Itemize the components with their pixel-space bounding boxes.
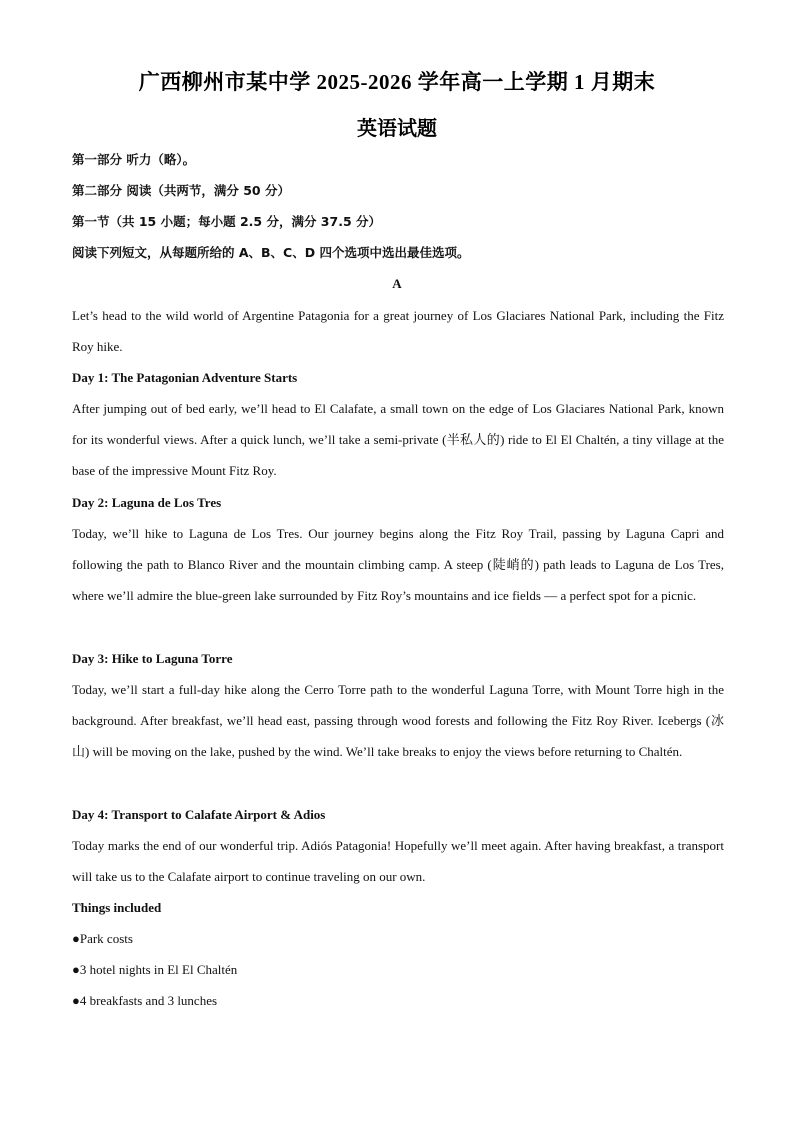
- day1-text: After jumping out of bed early, we’ll head to El Calafate, a small town on the edge of Los Glaciares National Park, known for its wonderful views. After a quick lunch, we’ll take a semi-private (半私人的) ride to El El Chaltén, a tiny village at the base of the impressive Mount Fitz Roy.: [72, 401, 724, 478]
- included-heading: Things included: [72, 900, 162, 915]
- included-item: ●4 breakfasts and 3 lunches: [72, 993, 218, 1008]
- included-item: ●3 hotel nights in El El Chaltén: [72, 962, 238, 977]
- day4-text: Today marks the end of our wonderful trip. Adiós Patagonia! Hopefully we’ll meet again. After having breakfast, a transport will take us to the Calafate airport to continue traveling on our own.: [72, 838, 724, 884]
- day2-text: Today, we’ll hike to Laguna de Los Tres. Our journey begins along the Fitz Roy Trail, passing by Laguna Capri and following the path to Blanco River and the mountain climbing camp. A steep (陡峭的) path leads to Laguna de Los Tres, where we’ll admire the blue-green lake surrounded by Fitz Roy’s mountains and ice fields — a perfect spot for a picnic.: [72, 526, 724, 603]
- instruction-section1: 第一节（共 15 小题；每小题 2.5 分，满分 37.5 分）: [72, 214, 381, 229]
- instruction-part1: 第一部分 听力（略）。: [72, 152, 196, 167]
- day4-heading: Day 4: Transport to Calafate Airport & Adios: [72, 807, 326, 822]
- passage-intro: Let’s head to the wild world of Argentine Patagonia for a great journey of Los Glaciares National Park, including the Fitz Roy hike.: [72, 308, 724, 354]
- exam-subtitle: 英语试题: [357, 118, 437, 140]
- exam-title: 广西柳州市某中学 2025-2026 学年高一上学期 1 月期末: [138, 70, 656, 94]
- instruction-part2: 第二部分 阅读（共两节，满分 50 分）: [72, 183, 290, 198]
- passage-label: A: [392, 276, 402, 291]
- day1-heading: Day 1: The Patagonian Adventure Starts: [72, 370, 298, 385]
- day2-heading: Day 2: Laguna de Los Tres: [72, 495, 222, 510]
- instruction-direction: 阅读下列短文，从每题所给的 A、B、C、D 四个选项中选出最佳选项。: [72, 245, 470, 260]
- included-item: ●Park costs: [72, 931, 133, 946]
- day3-text: Today, we’ll start a full-day hike along the Cerro Torre path to the wonderful Laguna Torre, with Mount Torre high in the background. After breakfast, we’ll head east, passing through wood forests and following the Fitz Roy River. Icebergs (冰山) will be moving on the lake, pushed by the wind. We’ll take breaks to enjoy the views before returning to Chaltén.: [72, 682, 724, 759]
- day3-heading: Day 3: Hike to Laguna Torre: [72, 651, 233, 666]
